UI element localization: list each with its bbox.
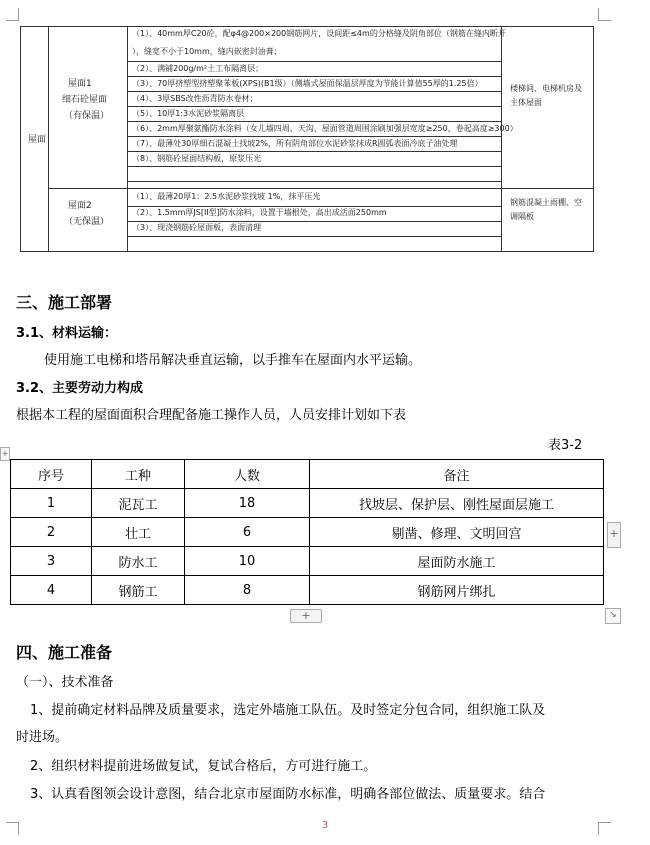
table-row-line [127, 61, 501, 62]
table-cell[interactable]: 找坡层、保护层、刚性屋面层施工 [310, 489, 604, 518]
table-divider [48, 188, 594, 189]
table-cell[interactable]: 2 [11, 518, 92, 547]
subsection-heading: （一）、技术准备 [16, 675, 114, 690]
table-cell[interactable]: 4 [11, 576, 92, 605]
table-move-handle[interactable]: + [0, 447, 10, 461]
table-border [20, 26, 594, 27]
table-row-line [127, 106, 501, 107]
list-item: 时进场。 [16, 730, 69, 745]
table-caption: 表3-2 [548, 438, 583, 453]
table-row-line [127, 91, 501, 92]
roof-step: （5）、10厚1:3水泥砂浆隔离层 [132, 109, 245, 118]
table-cell[interactable]: 钢筋网片绑扎 [310, 576, 604, 605]
table-header-row [11, 460, 604, 489]
subsection-heading: 3.2、主要劳动力构成 [16, 381, 144, 396]
roof-step: （6）、2mm厚聚氨酯防水涂料（女儿墙四周、天沟、屋面管道周围涂刷加强层宽度≥250，卷起高度≥300） [132, 124, 518, 133]
roof-type-name: 屋面1 [68, 79, 92, 89]
table-cell[interactable]: 剔凿、修理、文明回宫 [310, 518, 604, 547]
table-cell[interactable]: 1 [11, 489, 92, 518]
subsection-heading: 3.1、材料运输： [16, 326, 118, 341]
roof-type-name: （有保温） [64, 111, 110, 121]
table-border [593, 26, 594, 252]
roof-step: （1）、40mm厚C20砼，配φ4@200×200钢筋网片，设间距≤4m的分格缝及阴角部位（钢筋在缝内断开 [132, 29, 506, 38]
add-row-button[interactable]: + [290, 609, 322, 623]
table-row [11, 518, 604, 547]
table-row-line [127, 151, 501, 152]
table-cell[interactable]: 泥瓦工 [92, 489, 185, 518]
table-border [20, 251, 594, 252]
list-item: 1、提前确定材料品牌及质量要求，选定外墙施工队伍。及时签定分包合同，组织施工队及 [30, 703, 546, 718]
roof-step: （1）、最薄20厚1：2.5水泥砂浆找坡 1%，抹平压光 [132, 192, 321, 201]
roof-step: （4）、3厚SBS改性沥青防水卷材； [132, 94, 258, 103]
roof-type-name: （无保温） [64, 217, 110, 227]
roof-step: （3）、70厚挤塑型挤塑聚苯板(XPS)(B1级）（侧墙式屋面保温层厚度为节能计算值55厚的1.25倍） [132, 79, 483, 88]
list-item: 3、认真看图领会设计意图，结合北京市屋面防水标准，明确各部位做法、质量要求。结合 [30, 787, 546, 802]
roof-step: （7）、最薄处30厚细石混凝土找坡2%，所有阴角部位水泥砂浆抹成R圆弧表面冷底子油处理 [132, 139, 458, 148]
table-cell[interactable]: 壮工 [92, 518, 185, 547]
table-row [11, 547, 604, 576]
table-cell[interactable]: 8 [185, 576, 310, 605]
page-corner-mark [598, 8, 611, 21]
table-row-line [127, 181, 501, 182]
table-row [11, 489, 604, 518]
table-divider [501, 26, 502, 252]
table-row-line [127, 206, 501, 207]
table-cell[interactable]: 防水工 [92, 547, 185, 576]
roof-layers-table [20, 26, 594, 252]
roof-step: （8）、钢筋砼屋面结构板，原浆压光 [132, 154, 262, 163]
table-cell[interactable]: 钢筋工 [92, 576, 185, 605]
table-divider [48, 26, 49, 252]
roof-type-name: 细石砼屋面 [62, 95, 108, 105]
table-cell[interactable]: 6 [185, 518, 310, 547]
table-cell[interactable]: 3 [11, 547, 92, 576]
roof-step: ），缝宽不小于10mm，缝内嵌密封油膏； [132, 47, 282, 56]
table-row-line [127, 236, 501, 237]
table-cell[interactable]: 屋面防水施工 [310, 547, 604, 576]
table-cell[interactable]: 10 [185, 547, 310, 576]
section-heading: 三、施工部署 [16, 293, 113, 312]
column-header: 人数 [185, 460, 310, 489]
column-header: 序号 [11, 460, 92, 489]
table-border [20, 26, 21, 252]
page-number: 3 [321, 820, 329, 831]
add-column-button[interactable]: + [607, 522, 621, 548]
roof-type-name: 屋面2 [68, 201, 92, 211]
roof-step: （3）、现浇钢筋砼屋面板，表面清理 [132, 223, 262, 232]
table-row-line [127, 76, 501, 77]
roof-note: 楼梯间、电梯机房及主体屋面 [510, 84, 582, 107]
section-heading: 四、施工准备 [16, 643, 113, 662]
table-row-line [127, 121, 501, 122]
roof-note: 钢筋混凝土雨棚、空调隔板 [510, 198, 582, 221]
roof-step: （2）、1.5mm厚JS[II型]防水涂料，设置于墙根处，高出成活面250mm [132, 208, 387, 217]
paragraph: 根据本工程的屋面面积合理配备施工操作人员，人员安排计划如下表 [16, 408, 407, 423]
column-header: 工种 [92, 460, 185, 489]
table-row-line [127, 166, 501, 167]
roof-step: （2）、满铺200g/m²土工布隔离层； [132, 64, 264, 73]
table-resize-handle[interactable]: ↘ [605, 608, 621, 624]
page-corner-mark [6, 8, 19, 21]
table-row [11, 576, 604, 605]
table-row-line [127, 221, 501, 222]
column-header: 备注 [310, 460, 604, 489]
list-item: 2、组织材料提前进场做复试，复试合格后，方可进行施工。 [30, 759, 377, 774]
paragraph: 使用施工电梯和塔吊解决垂直运输，以手推车在屋面内水平运输。 [44, 353, 422, 368]
table-cell[interactable]: 18 [185, 489, 310, 518]
table-row-line [127, 136, 501, 137]
table-divider [127, 26, 128, 252]
roof-section-label: 屋面 [28, 135, 47, 145]
staffing-table [10, 459, 604, 605]
